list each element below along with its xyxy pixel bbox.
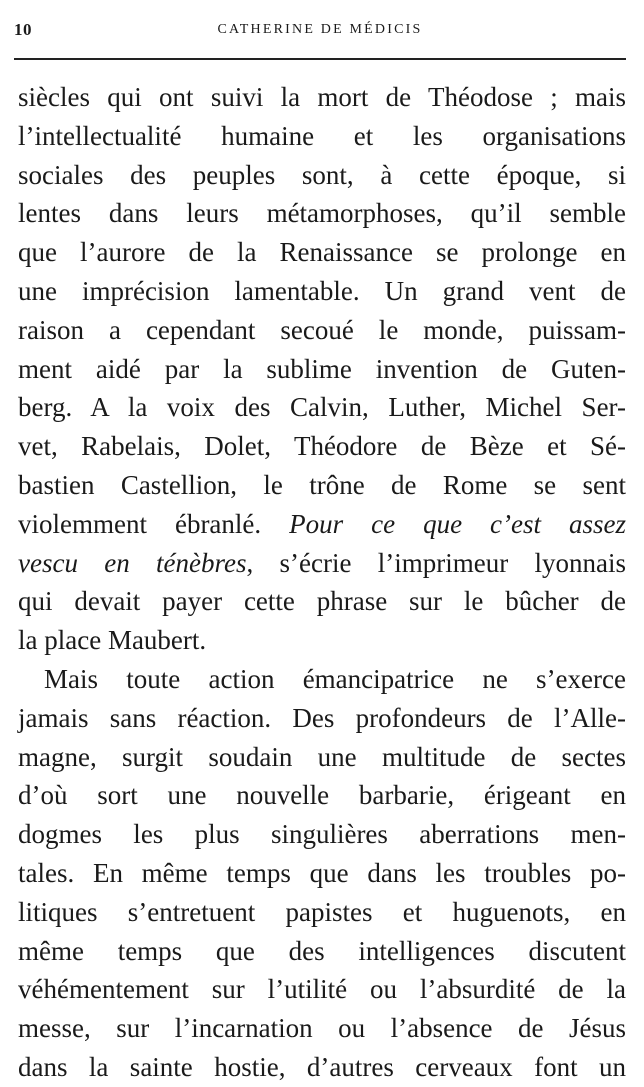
text-line: vet, Rabelais, Dolet, Théodore de Bèze et Sé- (18, 431, 626, 462)
text-line-mixed (18, 544, 626, 583)
text-run: violemment ébranlé. (18, 508, 290, 539)
italic-quote: vescu en ténèbres (18, 547, 247, 578)
text-run: , s’écrie l’imprimeur lyonnais (246, 547, 626, 578)
text-line-mixed (18, 505, 626, 544)
italic-quote: Pour ce que c’est assez (289, 508, 626, 539)
text-line: magne, surgit soudain une multitude de sectes (18, 741, 626, 772)
running-title: CATHERINE DE MÉDICIS (217, 22, 423, 37)
text-line: qui devait payer cette phrase sur le bûcher de (18, 586, 626, 617)
text-line: dogmes les plus singulières aberrations men- (18, 819, 626, 850)
text-line: siècles qui ont suivi la mort de Théodose ; mais (18, 82, 626, 112)
text-line: sociales des peuples sont, à cette époque, si (18, 159, 626, 190)
text-line: dans la sainte hostie, d’autres cerveaux font un (18, 1051, 626, 1082)
paragraph-1 (18, 78, 626, 660)
text-line: tales. En même temps que dans les troubles po- (18, 857, 626, 888)
text-line: Mais toute action émancipatrice ne s’exerce (44, 663, 626, 694)
text-line: berg. A la voix des Calvin, Luther, Michel Ser- (18, 392, 626, 423)
text-line: ment aidé par la sublime invention de Guten- (18, 353, 626, 384)
text-line: l’intellectualité humaine et les organisations (18, 120, 626, 151)
text-line: même temps que des intelligences discutent (18, 935, 626, 966)
text-line: raison a cependant secoué le monde, puissam- (18, 314, 626, 345)
text-line: bastien Castellion, le trône de Rome se sent (18, 469, 626, 500)
text-line: une imprécision lamentable. Un grand vent de (18, 275, 626, 306)
header-rule (14, 58, 626, 60)
text-line: d’où sort une nouvelle barbarie, érigeant en (18, 780, 626, 811)
page-header (14, 16, 626, 46)
paragraph-2 (18, 660, 626, 1087)
text-line: véhémentement sur l’utilité ou l’absurdité de la (18, 974, 626, 1005)
text-line: litiques s’entretuent papistes et huguenots, en (18, 896, 626, 927)
text-line: jamais sans réaction. Des profondeurs de l’Alle- (18, 702, 626, 733)
text-line: la place Maubert. (18, 625, 207, 656)
page-number: 10 (14, 20, 32, 39)
body-text (18, 78, 626, 1087)
text-line: lentes dans leurs métamorphoses, qu’il semble (18, 198, 626, 229)
text-line: que l’aurore de la Renaissance se prolonge en (18, 237, 626, 268)
text-line: messe, sur l’incarnation ou l’absence de Jésus (18, 1013, 626, 1044)
